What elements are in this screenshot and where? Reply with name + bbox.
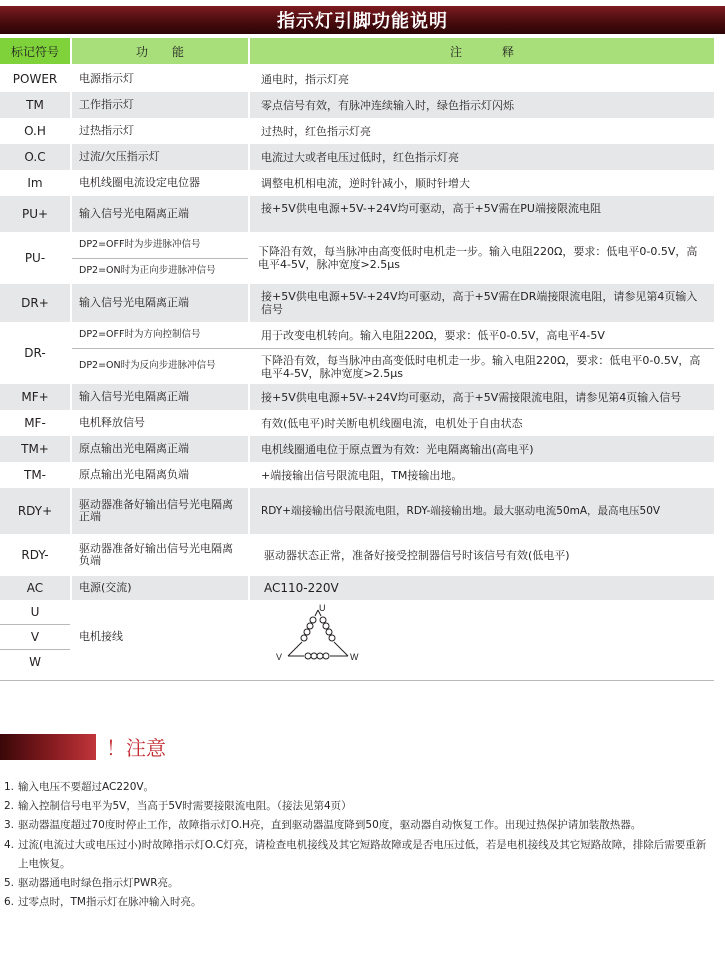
symbol-power: POWER <box>12 72 58 86</box>
function-tm-plus: 原点输出光电隔离正端 <box>72 436 248 462</box>
symbol-dr-minus: DR- <box>24 346 46 360</box>
note-item <box>4 836 716 874</box>
divider <box>72 258 248 259</box>
note-power: 通电时，指示灯亮 <box>261 72 349 86</box>
symbol-tm-plus: TM+ <box>0 436 70 462</box>
table-bottom-line <box>0 680 714 681</box>
note-text: 过零点时，TM指示灯在脉冲输入时亮。 <box>18 896 202 909</box>
header-function-label: 功能 <box>135 44 208 59</box>
note-text: 驱动器通电时绿色指示灯PWR亮。 <box>18 877 179 890</box>
note-pu-minus: 下降沿有效，每当脉冲由高变低时电机走一步。输入电阻220Ω，要求：低电平0-0.5V，高电平4-5V，脉冲宽度>2.5μs <box>258 245 698 271</box>
symbol-rdy-minus: RDY- <box>21 548 49 562</box>
function-rdy-minus: 驱动器准备好输出信号光电隔离负端 <box>79 542 233 567</box>
function-tm-minus: 原点输出光电隔离负端 <box>79 468 189 481</box>
note-item <box>4 893 716 912</box>
note-im: 调整电机相电流，逆时针减小，顺时针增大 <box>261 176 470 190</box>
function-im: 电机线圈电流设定电位器 <box>79 176 200 189</box>
notice-bar <box>0 734 96 760</box>
function-motor-wiring: 电机接线 <box>79 630 123 643</box>
note-tm-minus: +端接输出信号限流电阻，TM接输出地。 <box>261 468 463 482</box>
function-pu-plus: 输入信号光电隔离正端 <box>72 196 248 232</box>
symbol-mf-plus: MF+ <box>0 384 70 410</box>
symbol-pu-plus: PU+ <box>0 196 70 232</box>
notice-title: ！注意 <box>106 736 166 760</box>
function-rdy-plus: 驱动器准备好输出信号光电隔离正端 <box>72 488 248 534</box>
note-oc: 电流过大或者电压过低时，红色指示灯亮 <box>250 144 714 170</box>
symbol-ac: AC <box>0 576 70 600</box>
note-ac: AC110-220V <box>250 576 714 600</box>
diagram-label-v: V <box>276 652 283 662</box>
function-dr-minus-on: DP2=ON时为反向步进脉冲信号 <box>79 360 216 371</box>
symbol-w: W <box>29 655 41 669</box>
motor-wiring-diagram <box>268 604 368 668</box>
note-dr-plus: 接+5V供电电源+5V-+24V均可驱动，高于+5V需在DR端接限流电阻，请参见第4页输入信号 <box>250 284 714 322</box>
note-dr-minus-on: 下降沿有效，每当脉冲由高变低时电机走一步。输入电阻220Ω，要求：低电平0-0.5V，高电平4-5V，脉冲宽度>2.5μs <box>261 353 701 380</box>
function-tm: 工作指示灯 <box>72 92 248 118</box>
note-item <box>4 797 716 816</box>
note-rdy-minus: 驱动器状态正常，准备好接受控制器信号时该信号有效(低电平) <box>264 548 570 562</box>
note-text: 驱动器温度超过70度时停止工作，故障指示灯O.H亮，直到驱动器温度降到50度，驱动器自动恢复工作。出现过热保护请加装散热器。 <box>18 819 642 832</box>
function-oc: 过流/欠压指示灯 <box>72 144 248 170</box>
note-text: 过流(电流过大或电压过小)时故障指示灯O.C灯亮，请检查电机接线及其它短路故障或是否电压过低，若是电机接线及其它短路故障，排除后需要重新上电恢复。 <box>18 838 707 870</box>
note-item <box>4 816 716 835</box>
symbol-tm: TM <box>0 92 70 118</box>
symbol-v: V <box>30 630 40 644</box>
function-mf-plus: 输入信号光电隔离正端 <box>72 384 248 410</box>
diagram-label-w: W <box>350 652 359 662</box>
note-item <box>4 874 716 893</box>
header-note <box>250 38 714 64</box>
page-title: 指示灯引脚功能说明 <box>277 11 448 32</box>
note-item <box>4 778 716 797</box>
function-pu-minus-on: DP2=ON时为正向步进脉冲信号 <box>79 265 216 276</box>
header-function <box>72 38 248 64</box>
function-ac: 电源(交流) <box>72 576 248 600</box>
function-power: 电源指示灯 <box>79 72 134 85</box>
title-banner <box>0 6 725 34</box>
symbol-oc: O.C <box>0 144 70 170</box>
symbol-rdy-plus: RDY+ <box>0 488 70 534</box>
symbol-tm-minus: TM- <box>23 468 46 482</box>
symbol-im: Im <box>27 176 43 190</box>
note-tm-plus: 电机线圈通电位于原点置为有效：光电隔离输出(高电平) <box>250 436 714 462</box>
note-number: 4. <box>4 838 15 851</box>
note-number: 3. <box>4 819 15 832</box>
header-note-label: 注释 <box>449 44 554 59</box>
note-number: 1. <box>4 781 15 793</box>
symbol-mf-minus: MF- <box>24 416 46 430</box>
symbol-dr-plus: DR+ <box>0 284 70 322</box>
note-mf-minus: 有效(低电平)时关断电机线圈电流，电机处于自由状态 <box>261 416 523 430</box>
note-mf-plus: 接+5V供电电源+5V-+24V均可驱动，高于+5V需接限流电阻，请参见第4页输入信号 <box>250 384 714 410</box>
function-dr-plus: 输入信号光电隔离正端 <box>72 284 248 322</box>
note-number: 2. <box>4 800 15 813</box>
symbol-pu-minus: PU- <box>24 251 46 265</box>
note-text: 输入电压不要超过AC220V。 <box>18 781 155 793</box>
note-pu-plus: 接+5V供电电源+5V-+24V均可驱动，高于+5V需在PU端接限流电阻 <box>250 196 714 232</box>
note-tm: 零点信号有效，有脉冲连续输入时，绿色指示灯闪烁 <box>250 92 714 118</box>
note-oh: 过热时，红色指示灯亮 <box>261 124 371 138</box>
note-rdy-plus: RDY+端接输出信号限流电阻，RDY-端接输出地。最大驱动电流50mA，最高电压50V <box>250 488 714 534</box>
note-number: 6. <box>4 896 15 909</box>
diagram-label-u: U <box>319 604 326 613</box>
note-number: 5. <box>4 877 15 890</box>
function-dr-minus-off: DP2=OFF时为方向控制信号 <box>79 329 201 340</box>
notes-list <box>4 778 716 912</box>
function-oh: 过热指示灯 <box>79 124 134 137</box>
symbol-u: U <box>30 605 40 619</box>
header-symbol: 标记符号 <box>0 38 70 64</box>
note-dr-minus-off: 用于改变电机转向。输入电阻220Ω，要求：低平0-0.5V，高电平4-5V <box>261 328 605 342</box>
note-text: 输入控制信号电平为5V，当高于5V时需要接限流电阻。（接法见第4页） <box>18 800 352 813</box>
function-mf-minus: 电机释放信号 <box>79 416 145 429</box>
symbol-oh: O.H <box>24 124 46 138</box>
function-pu-minus-off: DP2=OFF时为步进脉冲信号 <box>79 239 201 250</box>
